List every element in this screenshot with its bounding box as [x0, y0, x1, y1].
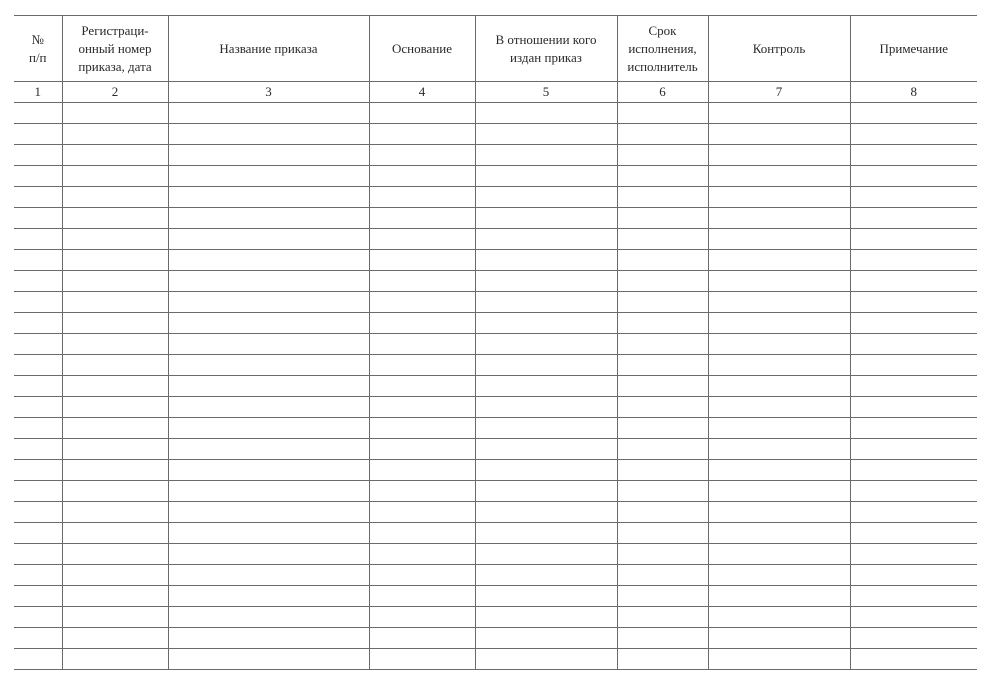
table-cell[interactable]	[708, 418, 850, 439]
table-cell[interactable]	[62, 376, 168, 397]
table-cell[interactable]	[617, 124, 708, 145]
table-cell[interactable]	[708, 250, 850, 271]
table-cell[interactable]	[62, 250, 168, 271]
table-cell[interactable]	[62, 565, 168, 586]
table-cell[interactable]	[14, 271, 62, 292]
table-cell[interactable]	[62, 439, 168, 460]
table-cell[interactable]	[168, 481, 369, 502]
table-cell[interactable]	[369, 271, 475, 292]
table-row	[14, 397, 977, 418]
table-cell[interactable]	[617, 418, 708, 439]
table-cell[interactable]	[475, 523, 617, 544]
table-cell[interactable]	[62, 481, 168, 502]
table-cell[interactable]	[168, 208, 369, 229]
column-number: 1	[14, 82, 62, 103]
table-cell[interactable]	[617, 271, 708, 292]
table-row	[14, 439, 977, 460]
table-cell[interactable]	[850, 649, 977, 670]
table-cell[interactable]	[475, 250, 617, 271]
table-cell[interactable]	[475, 649, 617, 670]
table-cell[interactable]	[708, 649, 850, 670]
table-cell[interactable]	[14, 355, 62, 376]
table-cell[interactable]	[850, 124, 977, 145]
table-cell[interactable]	[369, 208, 475, 229]
table-cell[interactable]	[14, 145, 62, 166]
table-cell[interactable]	[708, 628, 850, 649]
table-row	[14, 103, 977, 124]
table-cell[interactable]	[14, 397, 62, 418]
table-cell[interactable]	[475, 166, 617, 187]
table-cell[interactable]	[14, 502, 62, 523]
table-cell[interactable]	[168, 229, 369, 250]
table-cell[interactable]	[850, 397, 977, 418]
table-cell[interactable]	[708, 481, 850, 502]
table-cell[interactable]	[708, 439, 850, 460]
table-cell[interactable]	[168, 292, 369, 313]
table-cell[interactable]	[168, 544, 369, 565]
table-cell[interactable]	[617, 565, 708, 586]
column-number: 8	[850, 82, 977, 103]
table-cell[interactable]	[62, 502, 168, 523]
table-cell[interactable]	[850, 376, 977, 397]
table-cell[interactable]	[62, 229, 168, 250]
table-cell[interactable]	[168, 334, 369, 355]
table-cell[interactable]	[708, 565, 850, 586]
table-row	[14, 607, 977, 628]
table-row	[14, 502, 977, 523]
table-row	[14, 187, 977, 208]
table-cell[interactable]	[62, 523, 168, 544]
table-cell[interactable]	[617, 502, 708, 523]
table-cell[interactable]	[14, 628, 62, 649]
table-cell[interactable]	[369, 586, 475, 607]
table-cell[interactable]	[168, 418, 369, 439]
table-cell[interactable]	[850, 103, 977, 124]
table-cell[interactable]	[850, 502, 977, 523]
table-cell[interactable]	[617, 187, 708, 208]
table-cell[interactable]	[62, 124, 168, 145]
table-cell[interactable]	[14, 523, 62, 544]
table-cell[interactable]	[62, 103, 168, 124]
table-cell[interactable]	[369, 502, 475, 523]
table-cell[interactable]	[14, 376, 62, 397]
table-cell[interactable]	[168, 145, 369, 166]
column-number: 4	[369, 82, 475, 103]
table-cell[interactable]	[475, 439, 617, 460]
table-cell[interactable]	[62, 145, 168, 166]
table-cell[interactable]	[14, 481, 62, 502]
table-cell[interactable]	[475, 292, 617, 313]
table-cell[interactable]	[475, 586, 617, 607]
table-cell[interactable]	[168, 250, 369, 271]
table-cell[interactable]	[617, 481, 708, 502]
table-row	[14, 334, 977, 355]
header-cell-basis: Основание	[369, 16, 475, 82]
table-cell[interactable]	[708, 313, 850, 334]
table-cell[interactable]	[850, 292, 977, 313]
table-cell[interactable]	[708, 166, 850, 187]
table-cell[interactable]	[708, 208, 850, 229]
table-cell[interactable]	[369, 292, 475, 313]
table-cell[interactable]	[475, 565, 617, 586]
table-row	[14, 523, 977, 544]
table-cell[interactable]	[369, 103, 475, 124]
table-cell[interactable]	[617, 649, 708, 670]
table-cell[interactable]	[708, 334, 850, 355]
table-row	[14, 649, 977, 670]
table-row	[14, 481, 977, 502]
table-cell[interactable]	[369, 124, 475, 145]
table-cell[interactable]	[369, 250, 475, 271]
table-cell[interactable]	[14, 565, 62, 586]
table-cell[interactable]	[708, 124, 850, 145]
table-cell[interactable]	[14, 292, 62, 313]
table-cell[interactable]	[850, 628, 977, 649]
table-cell[interactable]	[62, 313, 168, 334]
table-cell[interactable]	[475, 145, 617, 166]
table-cell[interactable]	[850, 439, 977, 460]
table-cell[interactable]	[617, 544, 708, 565]
table-cell[interactable]	[617, 397, 708, 418]
table-cell[interactable]	[369, 628, 475, 649]
table-cell[interactable]	[617, 229, 708, 250]
table-cell[interactable]	[475, 502, 617, 523]
table-cell[interactable]	[617, 103, 708, 124]
table-row	[14, 292, 977, 313]
table-cell[interactable]	[617, 250, 708, 271]
table-cell[interactable]	[14, 439, 62, 460]
table-cell[interactable]	[369, 313, 475, 334]
table-cell[interactable]	[708, 460, 850, 481]
header-cell-note: Примечание	[850, 16, 977, 82]
table-cell[interactable]	[168, 166, 369, 187]
table-cell[interactable]	[14, 187, 62, 208]
table-cell[interactable]	[708, 103, 850, 124]
table-cell[interactable]	[850, 334, 977, 355]
table-cell[interactable]	[475, 187, 617, 208]
header-cell-concerning: В отношении кого издан приказ	[475, 16, 617, 82]
table-cell[interactable]	[14, 208, 62, 229]
table-cell[interactable]	[62, 334, 168, 355]
table-cell[interactable]	[708, 544, 850, 565]
table-cell[interactable]	[62, 460, 168, 481]
table-cell[interactable]	[14, 103, 62, 124]
table-cell[interactable]	[475, 313, 617, 334]
table-cell[interactable]	[475, 628, 617, 649]
table-row	[14, 208, 977, 229]
table-cell[interactable]	[62, 187, 168, 208]
table-row	[14, 166, 977, 187]
table-cell[interactable]	[369, 376, 475, 397]
table-cell[interactable]	[475, 271, 617, 292]
header-cell-registration: Регистраци- онный номер приказа, дата	[62, 16, 168, 82]
table-cell[interactable]	[708, 271, 850, 292]
table-cell[interactable]	[14, 229, 62, 250]
table-cell[interactable]	[62, 607, 168, 628]
table-row	[14, 250, 977, 271]
column-number: 5	[475, 82, 617, 103]
table-cell[interactable]	[369, 187, 475, 208]
table-cell[interactable]	[168, 649, 369, 670]
table-cell[interactable]	[708, 607, 850, 628]
table-cell[interactable]	[850, 271, 977, 292]
table-row	[14, 628, 977, 649]
table-cell[interactable]	[369, 145, 475, 166]
table-cell[interactable]	[369, 460, 475, 481]
table-cell[interactable]	[475, 607, 617, 628]
table-row	[14, 565, 977, 586]
table-row	[14, 418, 977, 439]
table-cell[interactable]	[617, 628, 708, 649]
table-cell[interactable]	[369, 607, 475, 628]
table-cell[interactable]	[617, 439, 708, 460]
table-row	[14, 313, 977, 334]
table-cell[interactable]	[850, 355, 977, 376]
column-number: 3	[168, 82, 369, 103]
column-number: 6	[617, 82, 708, 103]
order-register-table	[14, 15, 977, 670]
table-cell[interactable]	[14, 166, 62, 187]
table-cell[interactable]	[62, 355, 168, 376]
table-cell[interactable]	[850, 208, 977, 229]
table-cell[interactable]	[14, 250, 62, 271]
table-cell[interactable]	[369, 649, 475, 670]
header-cell-control: Контроль	[708, 16, 850, 82]
table-cell[interactable]	[62, 586, 168, 607]
table-cell[interactable]	[62, 418, 168, 439]
table-cell[interactable]	[62, 208, 168, 229]
table-cell[interactable]	[369, 544, 475, 565]
table-cell[interactable]	[14, 586, 62, 607]
table-cell[interactable]	[708, 376, 850, 397]
table-cell[interactable]	[850, 145, 977, 166]
table-cell[interactable]	[617, 334, 708, 355]
table-cell[interactable]	[617, 460, 708, 481]
table-cell[interactable]	[14, 313, 62, 334]
table-cell[interactable]	[850, 565, 977, 586]
header-cell-deadline: Срок исполнения, исполнитель	[617, 16, 708, 82]
table-cell[interactable]	[708, 145, 850, 166]
header-cell-order-name: Название приказа	[168, 16, 369, 82]
table-cell[interactable]	[168, 523, 369, 544]
table-cell[interactable]	[850, 229, 977, 250]
table-cell[interactable]	[850, 607, 977, 628]
table-cell[interactable]	[475, 418, 617, 439]
table-cell[interactable]	[708, 292, 850, 313]
table-cell[interactable]	[850, 166, 977, 187]
table-row	[14, 145, 977, 166]
table-cell[interactable]	[369, 481, 475, 502]
table-row	[14, 460, 977, 481]
table-cell[interactable]	[168, 355, 369, 376]
table-cell[interactable]	[708, 586, 850, 607]
table-row	[14, 271, 977, 292]
table-body	[14, 82, 977, 670]
table-cell[interactable]	[369, 439, 475, 460]
table-cell[interactable]	[850, 523, 977, 544]
table-cell[interactable]	[475, 124, 617, 145]
table-cell[interactable]	[850, 544, 977, 565]
table-cell[interactable]	[168, 124, 369, 145]
table-cell[interactable]	[708, 397, 850, 418]
table-row	[14, 124, 977, 145]
table-cell[interactable]	[369, 166, 475, 187]
table-cell[interactable]	[850, 586, 977, 607]
table-row	[14, 544, 977, 565]
table-cell[interactable]	[14, 460, 62, 481]
table-cell[interactable]	[617, 313, 708, 334]
column-number: 7	[708, 82, 850, 103]
table-cell[interactable]	[475, 103, 617, 124]
table-cell[interactable]	[850, 313, 977, 334]
table-cell[interactable]	[369, 523, 475, 544]
table-cell[interactable]	[708, 523, 850, 544]
table-cell[interactable]	[14, 544, 62, 565]
table-cell[interactable]	[14, 418, 62, 439]
column-number: 2	[62, 82, 168, 103]
table-row	[14, 355, 977, 376]
table-cell[interactable]	[475, 334, 617, 355]
table-cell[interactable]	[62, 628, 168, 649]
table-cell[interactable]	[168, 502, 369, 523]
table-cell[interactable]	[617, 355, 708, 376]
table-cell[interactable]	[168, 187, 369, 208]
table-cell[interactable]	[850, 418, 977, 439]
header-row	[14, 16, 977, 82]
table-cell[interactable]	[62, 649, 168, 670]
table-cell[interactable]	[168, 271, 369, 292]
table-cell[interactable]	[475, 229, 617, 250]
table-cell[interactable]	[708, 187, 850, 208]
table-cell[interactable]	[14, 334, 62, 355]
table-cell[interactable]	[708, 229, 850, 250]
table-cell[interactable]	[168, 586, 369, 607]
table-cell[interactable]	[369, 229, 475, 250]
table-cell[interactable]	[475, 460, 617, 481]
column-number-row	[14, 82, 977, 103]
table-cell[interactable]	[850, 481, 977, 502]
table-cell[interactable]	[369, 334, 475, 355]
table-cell[interactable]	[62, 166, 168, 187]
table-row	[14, 229, 977, 250]
table-cell[interactable]	[475, 544, 617, 565]
table-cell[interactable]	[168, 460, 369, 481]
table-row	[14, 586, 977, 607]
table-cell[interactable]	[14, 124, 62, 145]
table-cell[interactable]	[369, 418, 475, 439]
table-cell[interactable]	[168, 397, 369, 418]
table-cell[interactable]	[369, 355, 475, 376]
table-cell[interactable]	[850, 250, 977, 271]
table-cell[interactable]	[62, 544, 168, 565]
table-cell[interactable]	[475, 481, 617, 502]
table-cell[interactable]	[168, 628, 369, 649]
table-cell[interactable]	[369, 397, 475, 418]
table-cell[interactable]	[14, 607, 62, 628]
table-row	[14, 376, 977, 397]
table-cell[interactable]	[62, 271, 168, 292]
table-cell[interactable]	[168, 376, 369, 397]
table-cell[interactable]	[475, 397, 617, 418]
table-cell[interactable]	[168, 439, 369, 460]
table-cell[interactable]	[475, 355, 617, 376]
table-cell[interactable]	[62, 397, 168, 418]
table-cell[interactable]	[708, 502, 850, 523]
table-cell[interactable]	[617, 586, 708, 607]
table-cell[interactable]	[168, 607, 369, 628]
table-cell[interactable]	[708, 355, 850, 376]
table-cell[interactable]	[369, 565, 475, 586]
table-cell[interactable]	[617, 376, 708, 397]
table-cell[interactable]	[14, 649, 62, 670]
table-cell[interactable]	[617, 607, 708, 628]
table-cell[interactable]	[62, 292, 168, 313]
table-cell[interactable]	[168, 313, 369, 334]
table-cell[interactable]	[617, 166, 708, 187]
table-cell[interactable]	[168, 103, 369, 124]
table-cell[interactable]	[168, 565, 369, 586]
table-cell[interactable]	[617, 292, 708, 313]
table-cell[interactable]	[475, 208, 617, 229]
table-cell[interactable]	[850, 187, 977, 208]
table-cell[interactable]	[850, 460, 977, 481]
header-cell-number: № п/п	[14, 16, 62, 82]
table-cell[interactable]	[617, 523, 708, 544]
table-cell[interactable]	[475, 376, 617, 397]
table-cell[interactable]	[617, 145, 708, 166]
table-cell[interactable]	[617, 208, 708, 229]
